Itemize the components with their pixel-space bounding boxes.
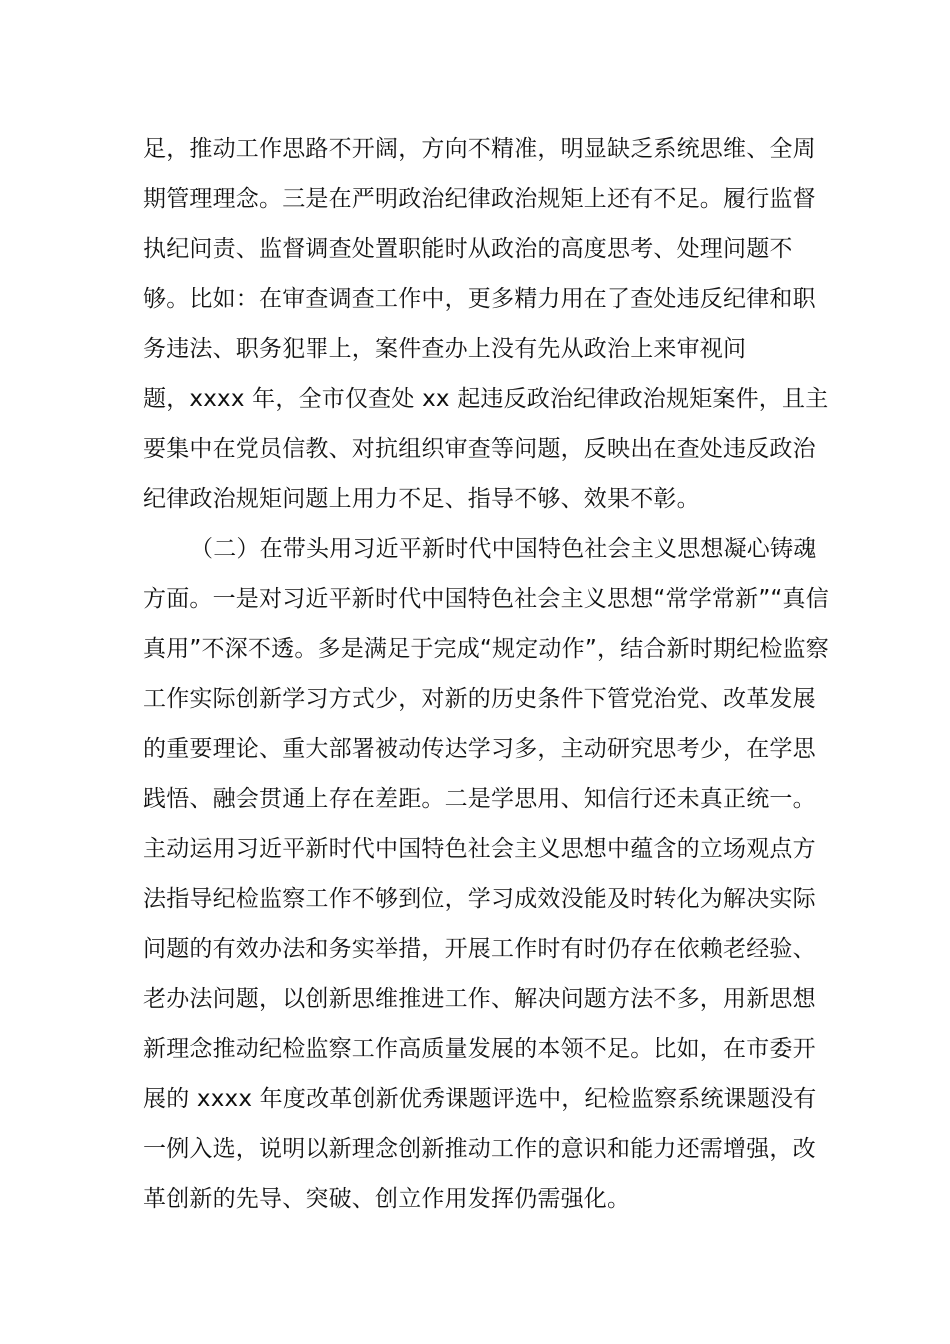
text-line: 老办法问题，以创新思维推进工作、解决问题方法不多，用新思想 (143, 986, 816, 1012)
text-line: 的重要理论、重大部署被动传达学习多，主动研究思考少，在学思 (143, 736, 816, 762)
text-line: 方面。一是对习近平新时代中国特色社会主义思想“常学常新”“真信 (143, 586, 829, 612)
text-line: 新理念推动纪检监察工作高质量发展的本领不足。比如，在市委开 (143, 1036, 816, 1062)
text-line: 工作实际创新学习方式少，对新的历史条件下管党治党、改革发展 (143, 686, 816, 712)
section-heading-line: （二）在带头用习近平新时代中国特色社会主义思想凝心铸魂 (190, 536, 817, 562)
text-line: 足，推动工作思路不开阔，方向不精准，明显缺乏系统思维、全周 (143, 136, 816, 162)
text-line: 要集中在党员信教、对抗组织审查等问题，反映出在查处违反政治 (143, 436, 816, 462)
text-line: 主动运用习近平新时代中国特色社会主义思想中蕴含的立场观点方 (143, 836, 816, 862)
text-line: 够。比如：在审查调查工作中，更多精力用在了查处违反纪律和职 (143, 286, 816, 312)
text-line: 问题的有效办法和务实举措，开展工作时有时仍存在依赖老经验、 (143, 936, 816, 962)
text-line: 践悟、融会贯通上存在差距。二是学思用、知信行还未真正统一。 (143, 786, 816, 812)
text-line: 一例入选，说明以新理念创新推动工作的意识和能力还需增强，改 (143, 1136, 816, 1162)
text-line: 题，xxxx 年，全市仅查处 xx 起违反政治纪律政治规矩案件，且主 (143, 386, 829, 412)
text-line: 革创新的先导、突破、创立作用发挥仍需强化。 (143, 1186, 631, 1212)
text-line: 展的 xxxx 年度改革创新优秀课题评选中，纪检监察系统课题没有 (143, 1086, 817, 1112)
text-line: 期管理理念。三是在严明政治纪律政治规矩上还有不足。履行监督 (143, 186, 816, 212)
text-line: 执纪问责、监督调查处置职能时从政治的高度思考、处理问题不 (143, 236, 793, 262)
text-line: 纪律政治规矩问题上用力不足、指导不够、效果不彰。 (143, 486, 700, 512)
text-line: 务违法、职务犯罪上，案件查办上没有先从政治上来审视问 (143, 336, 747, 362)
text-line: 真用”不深不透。多是满足于完成“规定动作”，结合新时期纪检监察 (143, 636, 829, 662)
text-line: 法指导纪检监察工作不够到位，学习成效没能及时转化为解决实际 (143, 886, 816, 912)
